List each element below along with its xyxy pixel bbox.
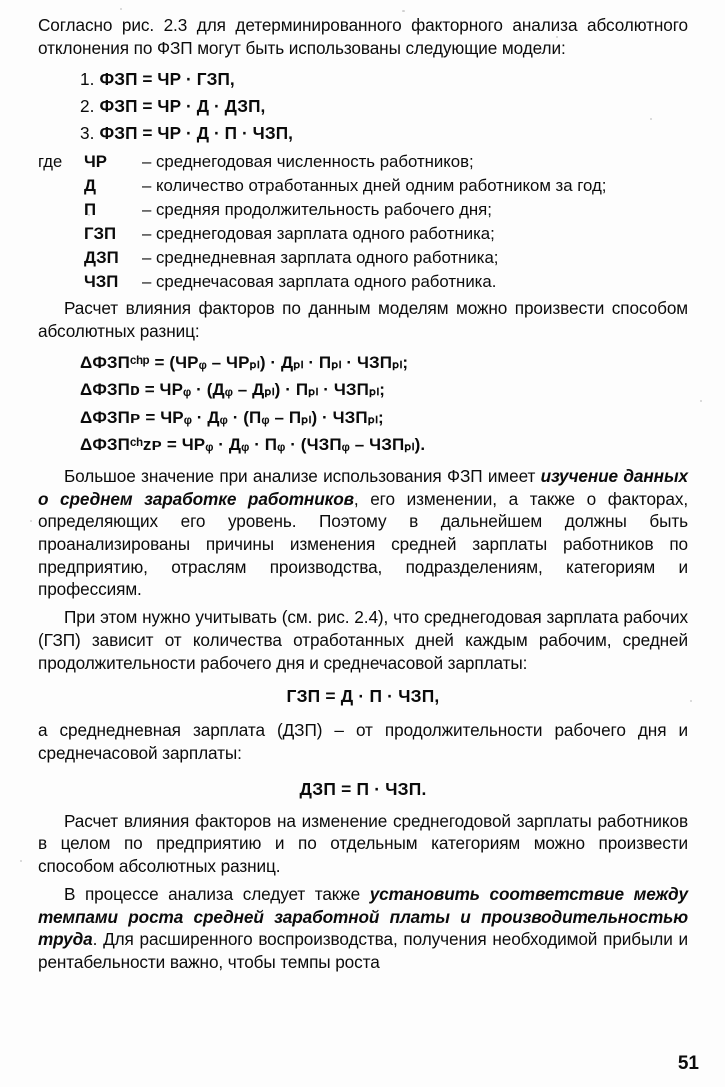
legend-text: среднегодовая численность работников; [156, 152, 474, 172]
scan-speckle [30, 520, 32, 522]
legend-symbol: ЧЗП [84, 271, 119, 291]
legend-row [84, 198, 688, 222]
formula-line: ΔФЗПᴘ = ЧРᵩ · Дᵩ · (Пᵩ – Пₚₗ) · ЧЗПₚₗ; [80, 407, 384, 427]
scan-speckle [700, 400, 702, 402]
model-formula: ФЗП = ЧР · ГЗП, [99, 69, 235, 90]
legend-row [84, 150, 688, 174]
legend-dash: – [142, 223, 152, 243]
importance-text-1: Большое значение при анализе использования ФЗП имеет [64, 465, 541, 486]
importance-text-2: , его изменении, а также о факторах, определяющих его уровень. Поэтому в дальнейшем должны быть проанализированы причины изменения средней зарплаты работников по предприятию, отраслям производства, подразделениям, категориям и профессиям. [38, 488, 689, 600]
scan-speckle [120, 8, 122, 10]
final-text-2: . Для расширенного воспроизводства, получения необходимой прибыли и рентабельности важно, чтобы темпы роста [38, 929, 688, 972]
list-item [38, 120, 688, 147]
legend-symbol: ГЗП [84, 223, 117, 243]
legend-dash: – [142, 247, 152, 267]
legend-dash: – [142, 271, 152, 291]
final-text-1: В процессе анализа следует также [64, 883, 370, 904]
scan-speckle [402, 10, 405, 12]
list-item [38, 66, 688, 93]
legend-text: среднедневная зарплата одного работника; [156, 247, 499, 267]
legend-symbol: Д [84, 176, 96, 196]
legend-symbol: П [84, 200, 97, 220]
legend-row [84, 246, 688, 270]
final-paragraph [38, 883, 688, 974]
legend-row [84, 222, 688, 246]
model-list [38, 66, 688, 146]
intro-paragraph: Согласно рис. 2.3 для детерминированного факторного анализа абсолютного отклонения по ФЗП могут быть использованы следующие модели: [38, 15, 688, 58]
calculation-paragraph: Расчет влияния факторов по данным моделям можно произвести способом абсолютных разниц: [38, 298, 688, 342]
legend-text: количество отработанных дней одним работником за год; [156, 176, 607, 196]
legend-text: средняя продолжительность рабочего дня; [156, 200, 492, 220]
legend-text: среднечасовая зарплата одного работника. [156, 271, 497, 291]
legend-row [84, 270, 688, 294]
scan-speckle [690, 700, 692, 702]
scan-speckle [20, 860, 22, 862]
importance-emphasis: изучение данных о среднем заработке работников [38, 465, 688, 509]
list-item [38, 93, 688, 120]
formula-line: ΔФЗПᶜʰᵖ = (ЧРᵩ – ЧРₚₗ) · Дₚₗ · Пₚₗ · ЧЗПₚₗ; [80, 352, 409, 372]
legend-where-label: где [38, 152, 63, 172]
absolute-difference-formulas [38, 349, 688, 459]
model-number: 1. [80, 69, 95, 90]
model-formula: ФЗП = ЧР · Д · ДЗП, [99, 96, 266, 117]
legend-dash: – [142, 152, 152, 172]
model-number: 2. [80, 96, 95, 117]
legend-block [38, 150, 688, 293]
formula-dzp: ДЗП = П · ЧЗП. [299, 778, 427, 799]
final-emphasis: установить соответствие между темпами роста средней заработной платы и производительностью труда [38, 883, 688, 950]
page-number: 51 [677, 1053, 699, 1074]
model-formula: ФЗП = ЧР · Д · П · ЧЗП, [99, 122, 294, 143]
legend-text: среднегодовая зарплата одного работника; [156, 223, 495, 243]
influence-paragraph: Расчет влияния факторов на изменение среднегодовой зарплаты работников в целом по предприятию и по отдельным категориям можно произвести способом абсолютных разниц. [38, 810, 688, 877]
page-content [38, 14, 688, 975]
legend-dash: – [142, 176, 152, 196]
legend-rows [84, 150, 688, 293]
dzp-paragraph: а среднедневная зарплата (ДЗП) – от продолжительности рабочего дня и среднечасовой зарплаты: [38, 720, 688, 763]
formula-line: ΔФЗПᶜʰᴢᴘ = ЧРᵩ · Дᵩ · Пᵩ · (ЧЗПᵩ – ЧЗПₚₗ). [80, 435, 426, 455]
gzp-paragraph: При этом нужно учитывать (см. рис. 2.4), что среднегодовая зарплата рабочих (ГЗП) зависит от количества отработанных дней каждым рабочим, средней продолжительности рабочего дня и среднечасовой зарплаты: [38, 607, 688, 673]
legend-symbol: ЧР [84, 152, 107, 172]
formula-gzp: ГЗП = Д · П · ЧЗП, [286, 686, 440, 707]
legend-symbol: ДЗП [84, 247, 119, 267]
importance-paragraph [38, 465, 688, 601]
formula-line: ΔФЗПᴅ = ЧРᵩ · (Дᵩ – Дₚₗ) · Пₚₗ · ЧЗПₚₗ; [80, 380, 386, 400]
legend-row [84, 174, 688, 198]
legend-dash: – [142, 200, 152, 220]
model-number: 3. [80, 122, 95, 143]
